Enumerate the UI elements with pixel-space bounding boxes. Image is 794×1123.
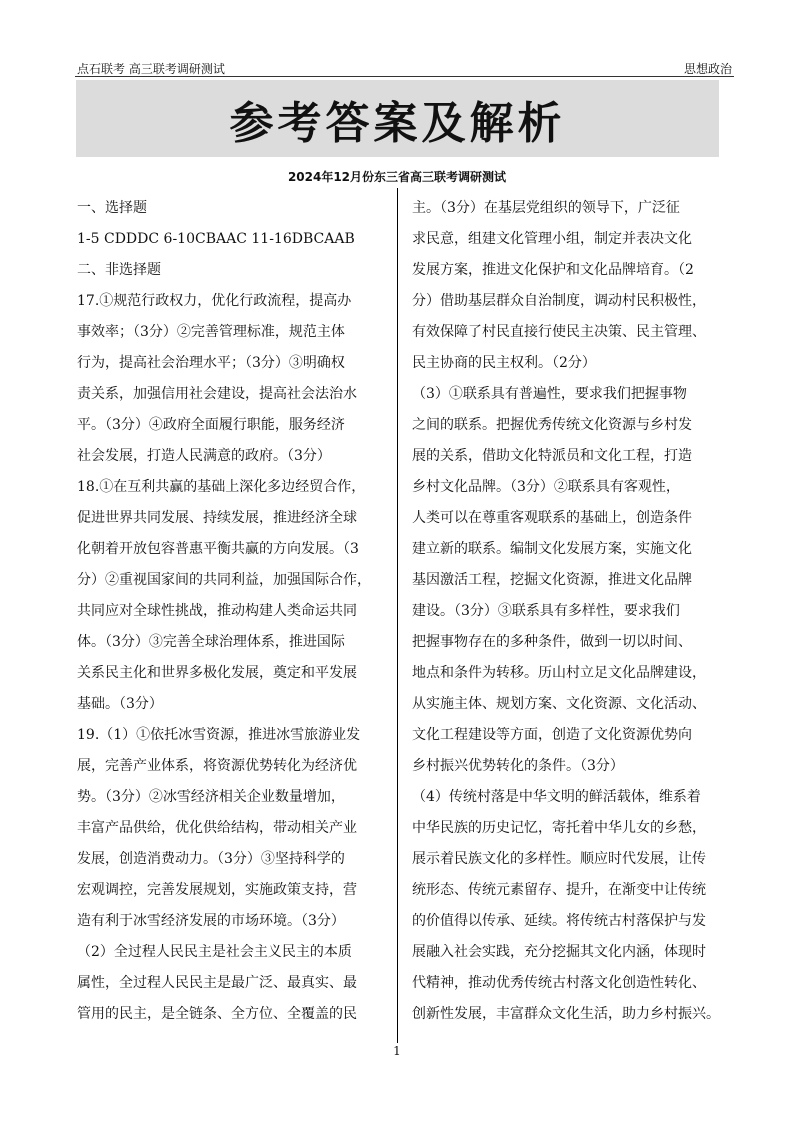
text-line: 求民意，组建文化管理小组，制定并表决文化 bbox=[412, 231, 692, 247]
text-line: 地点和条件为转移。历山村立足文化品牌建设， bbox=[412, 665, 706, 681]
header-subject: 思想政治 bbox=[683, 62, 732, 76]
text-line: 社会发展，打造人民满意的政府。（3分） bbox=[77, 448, 331, 464]
text-line: 19.（1）①依托冰雪资源，推进冰雪旅游业发 bbox=[77, 727, 361, 743]
text-line: 建立新的联系。编制文化发展方案，实施文化 bbox=[412, 541, 692, 557]
header-rule bbox=[75, 76, 734, 77]
text-line: 代精神，推动优秀传统古村落文化创造性转化、 bbox=[412, 975, 706, 991]
text-line: 宏观调控，完善发展规划，实施政策支持，营 bbox=[77, 882, 357, 898]
text-line: 发展方案，推进文化保护和文化品牌培育。（2 bbox=[412, 262, 694, 278]
text-line: 主。（3分）在基层党组织的领导下，广泛征 bbox=[412, 200, 680, 216]
text-line: 平。（3分）④政府全面履行职能，服务经济 bbox=[77, 417, 345, 433]
text-line: 化朝着开放包容普惠平衡共赢的方向发展。（3 bbox=[77, 541, 359, 557]
title-banner bbox=[76, 80, 719, 157]
text-line: 展示着民族文化的多样性。顺应时代发展，让传 bbox=[412, 851, 706, 867]
text-line: 中华民族的历史记忆，寄托着中华儿女的乡愁， bbox=[412, 820, 706, 836]
text-line: 有效保障了村民直接行使民主决策、民主管理、 bbox=[412, 324, 706, 340]
text-line: 造有利于冰雪经济发展的市场环境。（3分） bbox=[77, 913, 345, 929]
text-line: 之间的联系。把握优秀传统文化资源与乡村发 bbox=[412, 417, 692, 433]
exam-subtitle: 2024年12月份东三省高三联考调研测试 bbox=[287, 170, 507, 184]
column-divider bbox=[397, 188, 398, 1043]
text-line: 民主协商的民主权利。（2分） bbox=[412, 355, 596, 371]
page-number: 1 bbox=[393, 1044, 401, 1058]
text-line: 18.①在互利共赢的基础上深化多边经贸合作， bbox=[77, 479, 366, 495]
text-line: 人类可以在尊重客观联系的基础上，创造条件 bbox=[412, 510, 692, 526]
text-line: 统形态、传统元素留存、提升，在渐变中让传统 bbox=[412, 882, 706, 898]
header-left-text: 点石联考 高三联考调研测试 bbox=[77, 62, 225, 76]
text-line: 一、选择题 bbox=[77, 200, 147, 216]
text-line: 展，完善产业体系，将资源优势转化为经济优 bbox=[77, 758, 357, 774]
text-line: 二、非选择题 bbox=[77, 262, 161, 278]
text-line: 行为，提高社会治理水平；（3分）③明确权 bbox=[77, 355, 345, 371]
left-column bbox=[77, 193, 389, 1030]
text-line: 的价值得以传承、延续。将传统古村落保护与发 bbox=[412, 913, 706, 929]
text-line: 分）②重视国家间的共同利益，加强国际合作， bbox=[77, 572, 371, 588]
text-line: 展融入社会实践，充分挖掘其文化内涵，体现时 bbox=[412, 944, 706, 960]
text-line: 发展，创造消费动力。（3分）③坚持科学的 bbox=[77, 851, 345, 867]
text-line: 创新性发展，丰富群众文化生活，助力乡村振兴。 bbox=[412, 1006, 720, 1022]
text-line: 丰富产品供给，优化供给结构，带动相关产业 bbox=[77, 820, 357, 836]
text-line: 共同应对全球性挑战，推动构建人类命运共同 bbox=[77, 603, 357, 619]
text-line: （3）①联系具有普遍性，要求我们把握事物 bbox=[412, 386, 687, 402]
text-line: 文化工程建设等方面，创造了文化资源优势向 bbox=[412, 727, 692, 743]
text-line: 属性，全过程人民民主是最广泛、最真实、最 bbox=[77, 975, 357, 991]
text-line: 1-5 CDDDC 6-10CBAAC 11-16DBCAAB bbox=[77, 231, 355, 247]
text-line: 基础。（3分） bbox=[77, 696, 163, 712]
text-line: 乡村振兴优势转化的条件。（3分） bbox=[412, 758, 624, 774]
text-line: 责关系，加强信用社会建设，提高社会法治水 bbox=[77, 386, 357, 402]
text-line: 17.①规范行政权力，优化行政流程，提高办 bbox=[77, 293, 352, 309]
page-title: 参考答案及解析 bbox=[229, 97, 566, 149]
text-line: 展的关系，借助文化特派员和文化工程，打造 bbox=[412, 448, 692, 464]
text-line: 事效率；（3分）②完善管理标准，规范主体 bbox=[77, 324, 345, 340]
text-line: （4）传统村落是中华文明的鲜活载体，维系着 bbox=[412, 789, 701, 805]
text-line: 势。（3分）②冰雪经济相关企业数量增加， bbox=[77, 789, 345, 805]
text-line: 把握事物存在的多种条件，做到一切以时间、 bbox=[412, 634, 692, 650]
text-line: 管用的民主，是全链条、全方位、全覆盖的民 bbox=[77, 1006, 357, 1022]
text-line: 从实施主体、规划方案、文化资源、文化活动、 bbox=[412, 696, 706, 712]
right-column bbox=[412, 193, 722, 1030]
text-line: 基因激活工程，挖掘文化资源，推进文化品牌 bbox=[412, 572, 692, 588]
text-line: 促进世界共同发展、持续发展，推进经济全球 bbox=[77, 510, 357, 526]
text-line: （2）全过程人民民主是社会主义民主的本质 bbox=[77, 944, 352, 960]
text-line: 体。（3分）③完善全球治理体系，推进国际 bbox=[77, 634, 345, 650]
text-line: 建设。（3分）③联系具有多样性，要求我们 bbox=[412, 603, 680, 619]
text-line: 分）借助基层群众自治制度，调动村民积极性， bbox=[412, 293, 706, 309]
text-line: 乡村文化品牌。（3分）②联系具有客观性， bbox=[412, 479, 680, 495]
text-line: 关系民主化和世界多极化发展，奠定和平发展 bbox=[77, 665, 357, 681]
